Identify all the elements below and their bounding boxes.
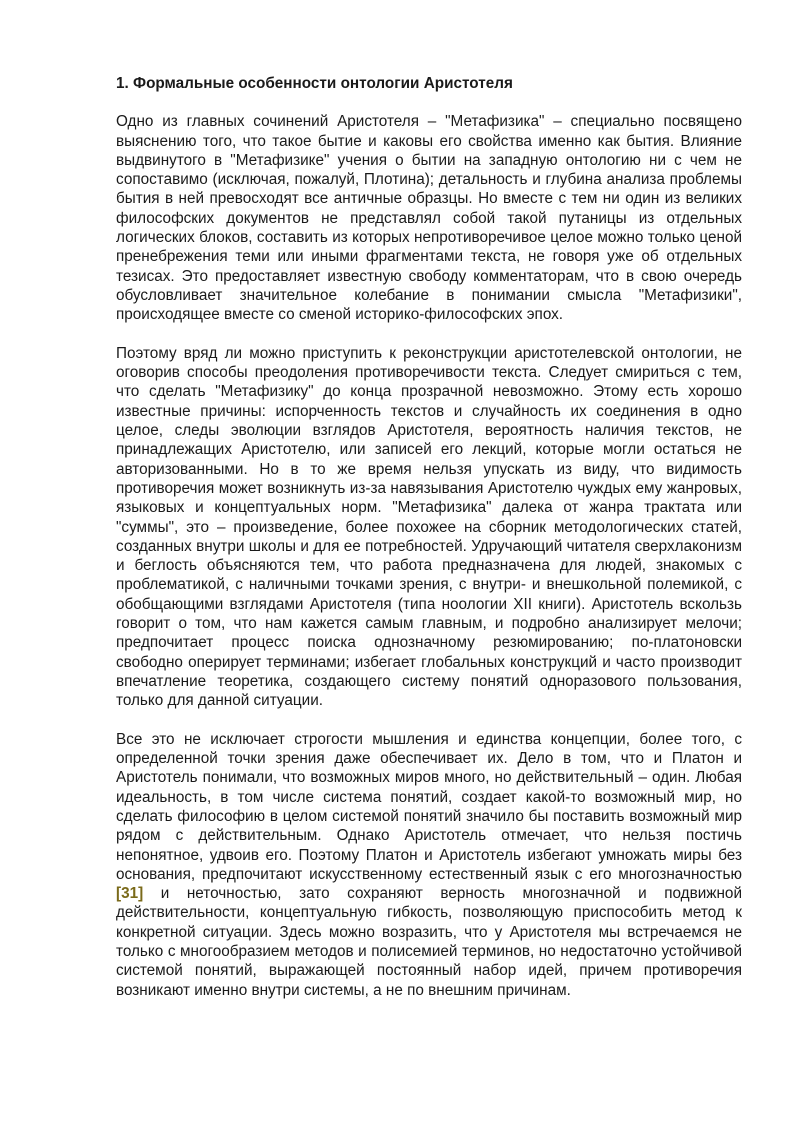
document-page (116, 74, 742, 1019)
footnote-bracket-close: ] (138, 885, 144, 903)
footnote-bracket-open: [ (116, 885, 122, 903)
paragraph-3-text-end: и неточностью, зато сохраняют верность многозначной и подвижной действительности, концептуальную гибкость, позволяющую приспособить метод к конкретной ситуации. Здесь можно возразить, что у Аристотеля мы встречаемся не только с многообразием методов и полисемией терминов, но недостаточно устойчивой системой понятий, выражающей постоянный набор идей, причем противоречия возникают именно внутри системы, а не по внешним причинам. (116, 885, 742, 999)
paragraph-3-text-start: Все это не исключает строгости мышления и единства концепции, более того, с определенной точки зрения даже обеспечивает их. Дело в том, что и Платон и Аристотель понимали, что возможных миров много, но действительный – один. Любая идеальность, в том числе система понятий, создает какой-то возможный мир, но сделать философию в целом системой понятий значило бы поставить возможный мир рядом с действительным. Однако Аристотель отмечает, что нельзя постичь непонятное, удвоив его. Поэтому Платон и Аристотель избегают умножать миры без основания, предпочитают искусственному естественный язык с его многозначностью (116, 730, 742, 883)
section-heading: 1. Формальные особенности онтологии Аристотеля (116, 75, 513, 92)
footnote-number: 31 (121, 885, 139, 903)
footnote-reference[interactable] (116, 885, 143, 902)
paragraph-1: Одно из главных сочинений Аристотеля – "Метафизика" – специально посвящено выяснению того, что такое бытие и каковы его свойства именно как бытия. Влияние выдвинутого в "Метафизике" учения о бытии на западную онтологию ни с чем не сопоставимо (исключая, пожалуй, Плотина); детальность и глубина анализа проблемы бытия в ней превосходят все античные образцы. Но вместе с тем ни один из великих философских документов не представлял собой такой путаницы из отдельных логических блоков, составить из которых непротиворечивое целое можно только ценой пренебрежения теми или иными фрагментами текста, не говоря уже об отдельных тезисах. Это предоставляет известную свободу комментаторам, что в свою очередь обусловливает значительное колебание в понимании смысла "Метафизики", происходящее вместе со сменой историко-философских эпох. (116, 113, 742, 324)
paragraph-2: Поэтому вряд ли можно приступить к реконструкции аристотелевской онтологии, не оговорив способы преодоления противоречивости текста. Следует смириться с тем, что сделать "Метафизику" до конца прозрачной невозможно. Этому есть хорошо известные причины: испорченность текстов и случайность их соединения в одно целое, следы эволюции взглядов Аристотеля, вероятность наличия текстов, не принадлежащих Аристотелю, или записей его лекций, которые могли остаться не авторизованными. Но в то же время нельзя упускать из виду, что видимость противоречия может возникнуть из-за навязывания Аристотелю чуждых ему жанровых, языковых и концептуальных норм. "Метафизика" далека от жанра трактата или "суммы", это – произведение, более похожее на сборник методологических статей, созданных внутри школы и для ее потребностей. Удручающий читателя сверхлаконизм и беглость объясняются тем, что работа предназначена для людей, знакомых с проблематикой, с наличными точками зрения, с внутри- и внешкольной полемикой, с обобщающими взглядами Аристотеля (типа ноологии XII книги). Аристотель вскользь говорит о том, что нам кажется самым главным, и подробно анализирует мелочи; предпочитает процесс поиска однозначному резюмированию; по-платоновски свободно оперирует терминами; избегает глобальных конструкций и часто производит впечатление теоретика, создающего систему понятий одноразового пользования, только для данной ситуации. (116, 344, 742, 710)
paragraph-3 (116, 730, 742, 1000)
